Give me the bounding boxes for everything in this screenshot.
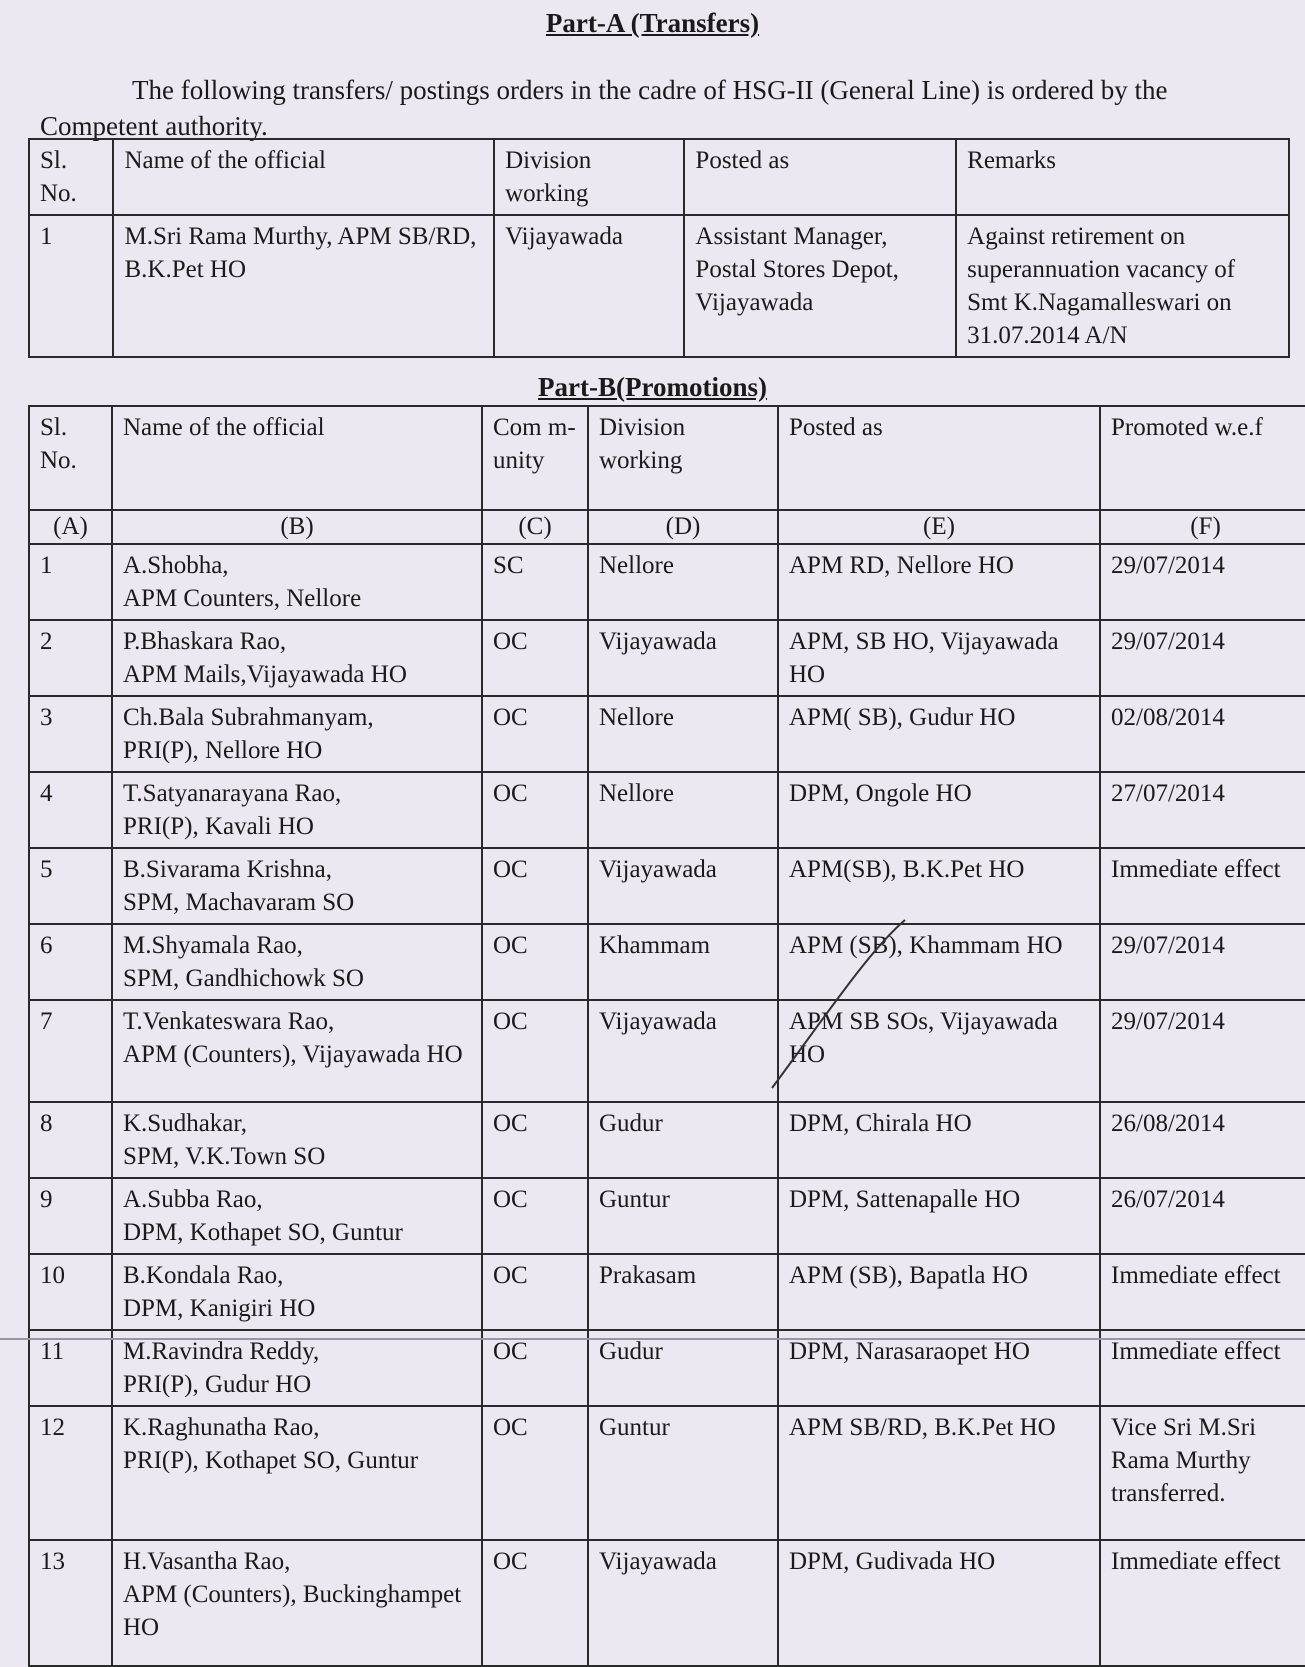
cell-promoted-wef [1100,620,1305,696]
column-tag-f: (F) [1100,510,1305,544]
header-division: Division working [588,406,778,510]
header-posted-as: Posted as [684,139,956,215]
cell-posted-as [778,1102,1100,1178]
cell-division [588,772,778,848]
cell-posted-as [778,544,1100,620]
community-text: OC [493,1548,528,1575]
official-name: K.Raghunatha Rao, [123,1414,320,1441]
cell-promoted-wef [1100,1540,1305,1666]
table-row [29,1102,1305,1178]
sl-no-text: 11 [40,1338,65,1365]
cell-promoted-wef [1100,1330,1305,1406]
sl-no-text: 4 [40,780,53,807]
table-row [29,696,1305,772]
posted-as-text: APM SB SOs, Vijayawada HO [789,1008,1058,1068]
sl-no-text: 3 [40,704,53,731]
cell-division [588,1330,778,1406]
division-text: Guntur [599,1186,670,1213]
header-name: Name of the official [113,139,494,215]
cell-sl-no [29,1000,112,1102]
cell-division [588,1540,778,1666]
cell-promoted-wef [1100,848,1305,924]
official-name: Ch.Bala Subrahmanyam, [123,704,374,731]
posted-as-text: APM(SB), B.K.Pet HO [789,856,1025,883]
division-text: Khammam [599,932,711,959]
division-text: Nellore [599,552,674,579]
cell-posted-as [778,772,1100,848]
table-row [29,215,1289,357]
division-text: Vijayawada [599,856,717,883]
cell-division [588,1102,778,1178]
promoted-wef-text: 02/08/2014 [1111,704,1225,731]
cell-promoted-wef [1100,772,1305,848]
table-row [29,544,1305,620]
cell-name [112,772,482,848]
cell-community [482,544,588,620]
cell-posted-as: Assistant Manager, Postal Stores Depot, Vijayawada [684,215,956,357]
promoted-wef-text: Immediate effect [1111,856,1281,883]
cell-promoted-wef [1100,1178,1305,1254]
official-name: T.Venkateswara Rao, [123,1008,335,1035]
division-text: Vijayawada [599,1548,717,1575]
cell-posted-as [778,1330,1100,1406]
cell-division [588,544,778,620]
posted-as-text: DPM, Narasaraopet HO [789,1338,1030,1365]
header-sl-no: Sl. No. [29,406,112,510]
official-post: PRI(P), Nellore HO [123,737,323,764]
division-text: Prakasam [599,1262,697,1289]
cell-community [482,1000,588,1102]
cell-sl-no [29,924,112,1000]
cell-sl-no [29,696,112,772]
official-name: P.Bhaskara Rao, [123,628,287,655]
transfers-header-row [29,139,1289,215]
cell-division [588,1178,778,1254]
table-row [29,772,1305,848]
table-row [29,1330,1305,1406]
promoted-wef-text: 29/07/2014 [1111,628,1225,655]
table-row [29,620,1305,696]
table-row [29,924,1305,1000]
community-text: OC [493,780,528,807]
cell-sl-no [29,1178,112,1254]
cell-promoted-wef [1100,1000,1305,1102]
column-tag-b: (B) [112,510,482,544]
community-text: SC [493,552,524,579]
community-text: OC [493,704,528,731]
header-remarks: Remarks [956,139,1289,215]
posted-as-text: APM SB/RD, B.K.Pet HO [789,1414,1056,1441]
division-text: Vijayawada [599,1008,717,1035]
posted-as-text: APM( SB), Gudur HO [789,704,1016,731]
community-text: OC [493,628,528,655]
official-post: APM (Counters), Buckinghampet HO [123,1581,462,1641]
promoted-wef-text: 27/07/2014 [1111,780,1225,807]
community-text: OC [493,1110,528,1137]
posted-as-text: DPM, Gudivada HO [789,1548,996,1575]
posted-as-text: APM (SB), Bapatla HO [789,1262,1028,1289]
cell-community [482,1102,588,1178]
promoted-wef-text: Immediate effect [1111,1262,1281,1289]
posted-as-text: DPM, Ongole HO [789,780,972,807]
community-text: OC [493,856,528,883]
part-a-intro [40,72,1260,144]
cell-community [482,620,588,696]
posted-as-text: APM, SB HO, Vijayawada HO [789,628,1059,688]
cell-name [112,544,482,620]
sheet-edge-divider [0,1338,1305,1340]
cell-posted-as [778,1254,1100,1330]
cell-sl-no [29,772,112,848]
cell-name [112,1406,482,1540]
header-posted-as: Posted as [778,406,1100,510]
table-row [29,1178,1305,1254]
cell-division [588,696,778,772]
posted-as-text: APM (SB), Khammam HO [789,932,1063,959]
community-text: OC [493,1414,528,1441]
header-sl-no: Sl. No. [29,139,113,215]
official-name: K.Sudhakar, [123,1110,247,1137]
cell-sl-no: 1 [29,215,113,357]
cell-posted-as [778,924,1100,1000]
promoted-wef-text: 29/07/2014 [1111,932,1225,959]
cell-posted-as [778,1540,1100,1666]
official-post: PRI(P), Kavali HO [123,813,314,840]
sl-no-text: 12 [40,1414,65,1441]
promoted-wef-text: 29/07/2014 [1111,1008,1225,1035]
cell-posted-as [778,620,1100,696]
cell-community [482,696,588,772]
community-text: OC [493,1338,528,1365]
cell-community [482,1254,588,1330]
official-name: B.Sivarama Krishna, [123,856,332,883]
part-b-title: Part-B(Promotions) [538,372,767,402]
cell-name [112,1000,482,1102]
cell-promoted-wef [1100,924,1305,1000]
official-post: APM (Counters), Vijayawada HO [123,1041,463,1068]
cell-promoted-wef [1100,1254,1305,1330]
cell-division [588,1254,778,1330]
cell-sl-no [29,848,112,924]
official-post: PRI(P), Gudur HO [123,1371,312,1398]
sl-no-text: 6 [40,932,53,959]
cell-name [112,696,482,772]
cell-sl-no [29,1330,112,1406]
cell-sl-no [29,1540,112,1666]
promotions-header-row [29,406,1305,510]
cell-promoted-wef [1100,696,1305,772]
table-row [29,1000,1305,1102]
table-row [29,1254,1305,1330]
promoted-wef-text: Vice Sri M.Sri Rama Murthy transferred. [1111,1414,1257,1507]
cell-division [588,924,778,1000]
sl-no-text: 1 [40,552,53,579]
division-text: Gudur [599,1110,663,1137]
sl-no-text: 5 [40,856,53,883]
official-post: SPM, Machavaram SO [123,889,355,916]
promoted-wef-text: Immediate effect [1111,1548,1281,1575]
cell-name [112,1102,482,1178]
column-tag-e: (E) [778,510,1100,544]
cell-name [112,848,482,924]
division-text: Nellore [599,704,674,731]
official-post: PRI(P), Kothapet SO, Guntur [123,1447,419,1474]
official-name: M.Ravindra Reddy, [123,1338,320,1365]
sl-no-text: 9 [40,1186,53,1213]
sl-no-text: 13 [40,1548,65,1575]
cell-sl-no [29,544,112,620]
cell-community [482,1330,588,1406]
cell-sl-no [29,1406,112,1540]
official-name: H.Vasantha Rao, [123,1548,291,1575]
part-a-title: Part-A (Transfers) [545,8,760,38]
cell-promoted-wef [1100,1102,1305,1178]
promotions-table [28,405,1305,1667]
cell-community [482,1406,588,1540]
header-promoted-wef: Promoted w.e.f [1100,406,1305,510]
sl-no-text: 2 [40,628,53,655]
cell-name [112,1540,482,1666]
official-post: DPM, Kothapet SO, Guntur [123,1219,403,1246]
division-text: Guntur [599,1414,670,1441]
official-name: A.Shobha, [123,552,229,579]
division-text: Nellore [599,780,674,807]
column-tag-row [29,510,1305,544]
cell-sl-no [29,1102,112,1178]
official-post: APM Counters, Nellore [123,585,362,612]
cell-name [112,924,482,1000]
cell-division [588,620,778,696]
table-row [29,1406,1305,1540]
official-post: SPM, V.K.Town SO [123,1143,326,1170]
community-text: OC [493,932,528,959]
cell-name: M.Sri Rama Murthy, APM SB/RD, B.K.Pet HO [113,215,494,357]
promoted-wef-text: 26/07/2014 [1111,1186,1225,1213]
division-text: Vijayawada [599,628,717,655]
cell-sl-no [29,620,112,696]
cell-promoted-wef [1100,544,1305,620]
cell-community [482,1178,588,1254]
column-tag-c: (C) [482,510,588,544]
cell-division [588,1000,778,1102]
header-community: Com m- unity [482,406,588,510]
cell-division [588,1406,778,1540]
cell-posted-as [778,696,1100,772]
table-row [29,1540,1305,1666]
official-name: A.Subba Rao, [123,1186,263,1213]
cell-posted-as [778,1406,1100,1540]
column-tag-a: (A) [29,510,112,544]
cell-community [482,1540,588,1666]
promoted-wef-text: 26/08/2014 [1111,1110,1225,1137]
promoted-wef-text: Immediate effect [1111,1338,1281,1365]
cell-name [112,1254,482,1330]
cell-division [588,848,778,924]
part-a-intro-text: The following transfers/ postings orders in the cadre of HSG-II (General Line) is ordered by the Competent authority. [40,75,1168,141]
cell-community [482,772,588,848]
promotions-body [29,544,1305,1666]
sl-no-text: 10 [40,1262,65,1289]
promoted-wef-text: 29/07/2014 [1111,552,1225,579]
cell-remarks: Against retirement on superannuation vacancy of Smt K.Nagamalleswari on 31.07.2014 A/N [956,215,1289,357]
community-text: OC [493,1262,528,1289]
official-post: APM Mails,Vijayawada HO [123,661,407,688]
cell-sl-no [29,1254,112,1330]
cell-name [112,1330,482,1406]
cell-name [112,620,482,696]
cell-community [482,848,588,924]
cell-posted-as [778,848,1100,924]
header-division: Division working [494,139,684,215]
cell-division: Vijayawada [494,215,684,357]
community-text: OC [493,1186,528,1213]
table-row [29,848,1305,924]
official-post: SPM, Gandhichowk SO [123,965,364,992]
official-name: M.Shyamala Rao, [123,932,303,959]
division-text: Gudur [599,1338,663,1365]
sl-no-text: 8 [40,1110,53,1137]
posted-as-text: DPM, Chirala HO [789,1110,972,1137]
official-name: B.Kondala Rao, [123,1262,284,1289]
official-post: DPM, Kanigiri HO [123,1295,316,1322]
cell-posted-as [778,1178,1100,1254]
cell-posted-as [778,1000,1100,1102]
community-text: OC [493,1008,528,1035]
posted-as-text: DPM, Sattenapalle HO [789,1186,1021,1213]
cell-name [112,1178,482,1254]
transfers-table [28,138,1290,358]
column-tag-d: (D) [588,510,778,544]
cell-promoted-wef [1100,1406,1305,1540]
sl-no-text: 7 [40,1008,53,1035]
cell-community [482,924,588,1000]
official-name: T.Satyanarayana Rao, [123,780,342,807]
posted-as-text: APM RD, Nellore HO [789,552,1014,579]
header-name: Name of the official [112,406,482,510]
